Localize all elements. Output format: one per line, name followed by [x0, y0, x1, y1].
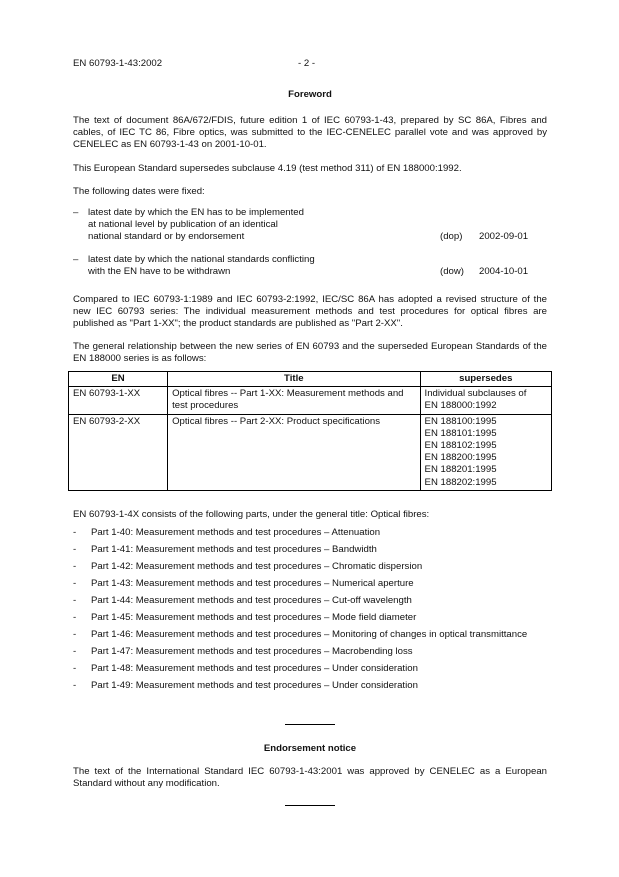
list-item: - Part 1-47: Measurement methods and test procedures – Macrobending loss	[73, 646, 413, 657]
list-item: - Part 1-41: Measurement methods and test procedures – Bandwidth	[73, 544, 377, 555]
endorsement-text: The text of the International Standard IEC 60793-1-43:2001 was approved by CENELEC as a European Standard without any modification.	[73, 766, 547, 789]
foreword-paragraph-2: This European Standard supersedes subclause 4.19 (test method 311) of EN 188000:1992.	[73, 163, 462, 174]
date-item-line: at national level by publication of an identical	[88, 219, 278, 230]
foreword-title: Foreword	[288, 89, 332, 100]
endorsement-title: Endorsement notice	[263, 743, 357, 754]
section-divider	[285, 724, 335, 725]
column-header-title: Title	[168, 372, 420, 387]
list-item: - Part 1-44: Measurement methods and test procedures – Cut-off wavelength	[73, 595, 412, 606]
column-header-en: EN	[69, 372, 168, 387]
list-item: - Part 1-48: Measurement methods and test procedures – Under consideration	[73, 663, 418, 674]
table-row	[69, 414, 552, 490]
page-number: - 2 -	[298, 58, 316, 69]
date-item-line: latest date by which the EN has to be implemented	[88, 207, 304, 218]
date-item-line: national standard or by endorsement	[88, 231, 245, 242]
date-value: 2002-09-01	[479, 231, 529, 242]
table-row	[69, 387, 552, 414]
table-header-row	[69, 372, 552, 387]
document-id: EN 60793-1-43:2002	[73, 58, 163, 69]
page-header	[73, 58, 547, 70]
foreword-paragraph-1: The text of document 86A/672/FDIS, future edition 1 of IEC 60793-1-43, prepared by SC 86A, Fibres and cables, of IEC TC 86, Fibre optics, was submitted to the IEC-CENELEC parallel vote and was approved by CENELEC as EN 60793-1-43 on 2001-10-01.	[73, 115, 547, 150]
cell-supersedes: EN 188100:1995 EN 188101:1995 EN 188102:1995 EN 188200:1995 EN 188201:1995 EN 188202:1995	[420, 414, 551, 490]
cell-en: EN 60793-1-XX	[69, 387, 168, 414]
date-value: 2004-10-01	[479, 266, 529, 277]
foreword-paragraph-3: The following dates were fixed:	[73, 186, 205, 197]
foreword-paragraph-5: The general relationship between the new series of EN 60793 and the superseded European Standards of the EN 188000 series is as follows:	[73, 341, 547, 364]
list-item: - Part 1-46: Measurement methods and test procedures – Monitoring of changes in optical transmittance	[73, 629, 528, 640]
cell-title: Optical fibres -- Part 2-XX: Product specifications	[168, 414, 420, 490]
list-item: - Part 1-42: Measurement methods and test procedures – Chromatic dispersion	[73, 561, 423, 572]
cell-en: EN 60793-2-XX	[69, 414, 168, 490]
relationship-table	[68, 371, 552, 491]
column-header-supersedes: supersedes	[420, 372, 551, 387]
list-item: - Part 1-43: Measurement methods and test procedures – Numerical aperture	[73, 578, 414, 589]
foreword-paragraph-4: Compared to IEC 60793-1:1989 and IEC 60793-2:1992, IEC/SC 86A has adopted a revised structure of the new IEC 60793 series: The individual measurement methods and test procedures for optical fibres are published as "Part 1-XX"; the product standards are published as "Part 2-XX".	[73, 294, 547, 329]
date-item-line: with the EN have to be withdrawn	[88, 266, 231, 277]
list-item: - Part 1-40: Measurement methods and test procedures – Attenuation	[73, 527, 381, 538]
cell-supersedes: Individual subclauses of EN 188000:1992	[420, 387, 551, 414]
section-divider	[285, 805, 335, 806]
date-code: (dop)	[440, 231, 463, 242]
parts-intro: EN 60793-1-4X consists of the following parts, under the general title: Optical fibres:	[73, 509, 430, 520]
parts-list	[73, 527, 547, 697]
cell-title: Optical fibres -- Part 1-XX: Measurement methods and test procedures	[168, 387, 420, 414]
date-item-line: latest date by which the national standards conflicting	[88, 254, 315, 265]
date-code: (dow)	[440, 266, 464, 277]
list-item: - Part 1-49: Measurement methods and test procedures – Under consideration	[73, 680, 418, 691]
list-item: - Part 1-45: Measurement methods and test procedures – Mode field diameter	[73, 612, 417, 623]
